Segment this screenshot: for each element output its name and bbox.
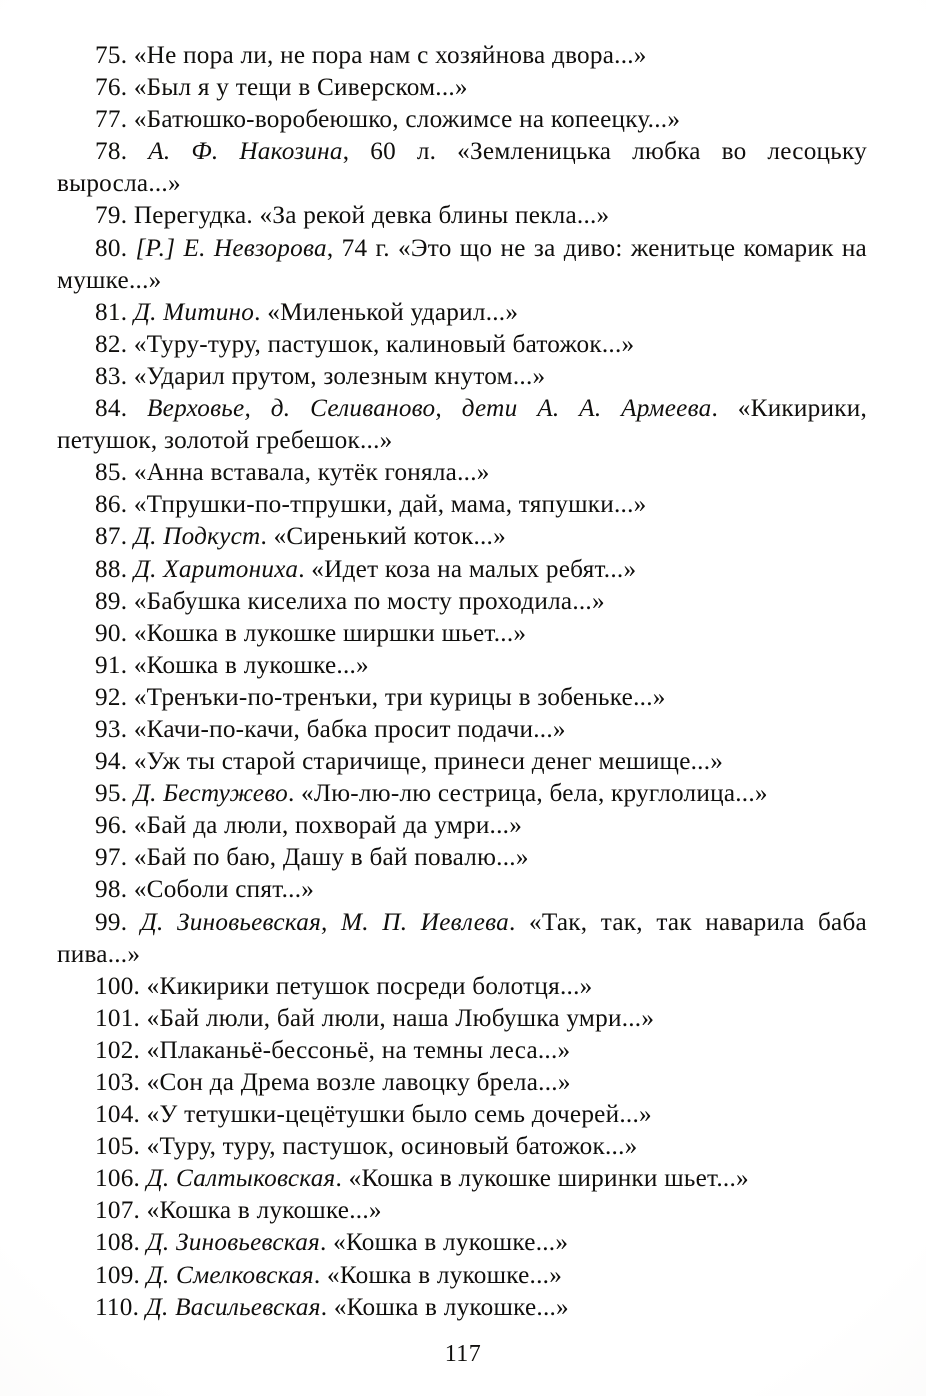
entry-number: 76. — [95, 74, 128, 102]
entry-number: 94. — [95, 748, 128, 776]
entry-number: 102. — [95, 1036, 141, 1064]
entry-number: 98. — [95, 876, 128, 904]
entry-text: «Туру-туру, пастушок, калиновый батожок...» — [133, 330, 635, 358]
entry-number: 80. — [95, 234, 128, 262]
entry-attribution: Д. Митино — [133, 298, 255, 326]
entry-text: . «Кикирики, петушок, золотой гребешок...» — [57, 395, 867, 455]
entry-text: «Был я у тещи в Сиверском...» — [133, 74, 468, 102]
entry-text: «Уж ты старой старичище, принеси денег мешище...» — [133, 748, 724, 776]
entry-number: 101. — [95, 1004, 141, 1032]
entry-attribution: Д. Бестужево — [133, 780, 288, 808]
entry-text: «Плаканьё-бессоньё, на темны леса...» — [146, 1036, 571, 1064]
entry-attribution: А. Ф. Накозина — [148, 138, 343, 166]
entry-item — [57, 650, 867, 682]
entry-item — [57, 489, 867, 521]
entry-number: 87. — [95, 523, 128, 551]
entry-number: 78. — [95, 138, 128, 166]
entry-item — [57, 136, 867, 200]
entry-text: «У тетушки-цецётушки было семь дочерей...» — [146, 1101, 652, 1129]
entry-text: «Туру, туру, пастушок, осиновый батожок...» — [146, 1133, 638, 1161]
entry-attribution: Д. Харитониха — [133, 555, 299, 583]
entry-item — [57, 233, 867, 297]
entry-number: 99. — [95, 908, 128, 936]
entry-text: «Тпрушки-по-тпрушки, дай, мама, тяпушки...» — [133, 491, 647, 519]
entry-item — [57, 1292, 867, 1324]
entry-number: 108. — [95, 1229, 141, 1257]
entry-number: 103. — [95, 1069, 141, 1096]
entry-item — [57, 297, 867, 329]
entry-text: «Кошка в лукошке...» — [146, 1197, 382, 1225]
entry-number: 104. — [95, 1101, 141, 1129]
entry-text: , 74 г. «Это що не за диво: женитьце комарик на мушке...» — [57, 234, 867, 294]
entry-item — [57, 810, 867, 842]
entry-item — [57, 1195, 867, 1227]
entry-item — [57, 586, 867, 618]
entry-text: «Батюшко-воробеюшко, сложимсе на копеецку...» — [133, 106, 681, 134]
entry-number: 100. — [95, 972, 141, 1000]
entry-item — [57, 618, 867, 650]
entry-text: «Не пора ли, не пора нам с хозяйнова двора...» — [133, 42, 647, 69]
entry-number: 106. — [95, 1165, 141, 1193]
entry-number: 82. — [95, 330, 128, 358]
entry-number: 75. — [95, 42, 128, 69]
entry-number: 89. — [95, 587, 128, 615]
entry-item — [57, 714, 867, 746]
entry-item — [57, 1227, 867, 1259]
page-number: 117 — [444, 1341, 482, 1367]
entry-number: 83. — [95, 362, 128, 390]
entry-number: 92. — [95, 683, 128, 711]
entry-text: . «Кошка в лукошке...» — [320, 1293, 569, 1321]
entry-text: . «Кошка в лукошке ширинки шьет...» — [335, 1165, 749, 1193]
entry-text: «Бай люли, бай люли, наша Любушка умри...» — [146, 1004, 655, 1032]
entry-number: 84. — [95, 395, 128, 423]
entry-number: 86. — [95, 491, 128, 519]
entry-item — [57, 329, 867, 361]
entry-number: 105. — [95, 1133, 141, 1161]
entry-attribution: Д. Зиновьевская, М. П. Иевлева — [140, 908, 509, 936]
entry-text: . «Миленькой ударил...» — [254, 298, 519, 326]
entry-text: «Кикирики петушок посреди болотця...» — [146, 972, 593, 1000]
entry-text: «Тренъки-по-тренъки, три курицы в зобеньке...» — [133, 683, 666, 711]
entry-text: «Соболи спят...» — [133, 876, 315, 904]
entry-item — [57, 682, 867, 714]
entry-item — [57, 1067, 867, 1099]
entry-number: 109. — [95, 1261, 141, 1289]
entry-number: 95. — [95, 780, 128, 808]
entry-text: «Бай по баю, Дашу в бай повалю...» — [133, 844, 529, 872]
entry-attribution: Д. Васильевская — [145, 1293, 321, 1321]
entry-item — [57, 746, 867, 778]
entry-number: 107. — [95, 1197, 141, 1225]
entry-attribution: [Р.] Е. Невзорова — [135, 234, 327, 262]
entry-item — [57, 1131, 867, 1163]
entry-number: 85. — [95, 459, 128, 487]
entry-text: , 60 л. «Земленицька любка во лесоцьку выросла...» — [57, 138, 867, 198]
entry-item — [57, 1003, 867, 1035]
entry-number: 79. — [95, 202, 128, 230]
entry-text: Перегудка. «За рекой девка блины пекла...» — [133, 202, 610, 230]
entry-attribution: Верховье, д. Селиваново, дети А. А. Армеева — [147, 395, 712, 423]
entry-attribution: Д. Смелковская — [146, 1261, 314, 1289]
entry-item — [57, 1099, 867, 1131]
entry-item — [57, 361, 867, 393]
entry-text: «Ударил прутом, золезным кнутом...» — [133, 362, 546, 390]
entry-number: 88. — [95, 555, 128, 583]
entry-text: . «Кошка в лукошке...» — [320, 1229, 569, 1257]
entry-item — [57, 874, 867, 906]
entry-text: . «Лю-лю-лю сестрица, бела, круглолица...» — [287, 780, 768, 808]
entry-item — [57, 393, 867, 457]
entry-text: «Качи-по-качи, бабка просит подачи...» — [133, 715, 566, 743]
entry-attribution: Д. Зиновьевская — [146, 1229, 321, 1257]
entry-item — [57, 1260, 867, 1292]
entry-text: «Кошка в лукошке...» — [133, 651, 369, 679]
entry-item — [57, 104, 867, 136]
entry-item — [57, 907, 867, 971]
entry-text: «Бабушка киселиха по мосту проходила...» — [133, 587, 605, 615]
entry-item — [57, 1035, 867, 1067]
entry-text: . «Так, так, так наварила баба пива...» — [57, 908, 867, 968]
entry-number: 96. — [95, 812, 128, 840]
entry-text: «Анна вставала, кутёк гоняла...» — [133, 459, 490, 487]
entry-item — [57, 40, 867, 72]
entry-item — [57, 842, 867, 874]
entry-item — [57, 72, 867, 104]
entry-item — [57, 521, 867, 553]
entry-item — [57, 554, 867, 586]
entry-item — [57, 971, 867, 1003]
entry-item — [57, 200, 867, 232]
entry-text: «Кошка в лукошке ширшки шьет...» — [133, 619, 527, 647]
entry-number: 93. — [95, 715, 128, 743]
entry-number: 91. — [95, 651, 128, 679]
entry-text: «Бай да люли, похворай да умри...» — [133, 812, 523, 840]
entry-item — [57, 778, 867, 810]
entry-number: 110. — [95, 1293, 140, 1321]
entry-number: 81. — [95, 298, 128, 326]
entry-item — [57, 457, 867, 489]
entry-number: 77. — [95, 106, 128, 134]
entry-text: «Сон да Дрема возле лавоцку брела...» — [146, 1069, 571, 1096]
entry-text: . «Сиренький коток...» — [260, 523, 506, 551]
entry-text: . «Кошка в лукошке...» — [313, 1261, 563, 1289]
entry-number: 97. — [95, 844, 128, 872]
entry-attribution: Д. Салтыковская — [146, 1165, 336, 1193]
entry-text: . «Идет коза на малых ребят...» — [298, 555, 637, 583]
entry-number: 90. — [95, 619, 128, 647]
entry-list — [57, 40, 867, 1324]
entry-attribution: Д. Подкуст — [133, 523, 261, 551]
entry-item — [57, 1163, 867, 1195]
